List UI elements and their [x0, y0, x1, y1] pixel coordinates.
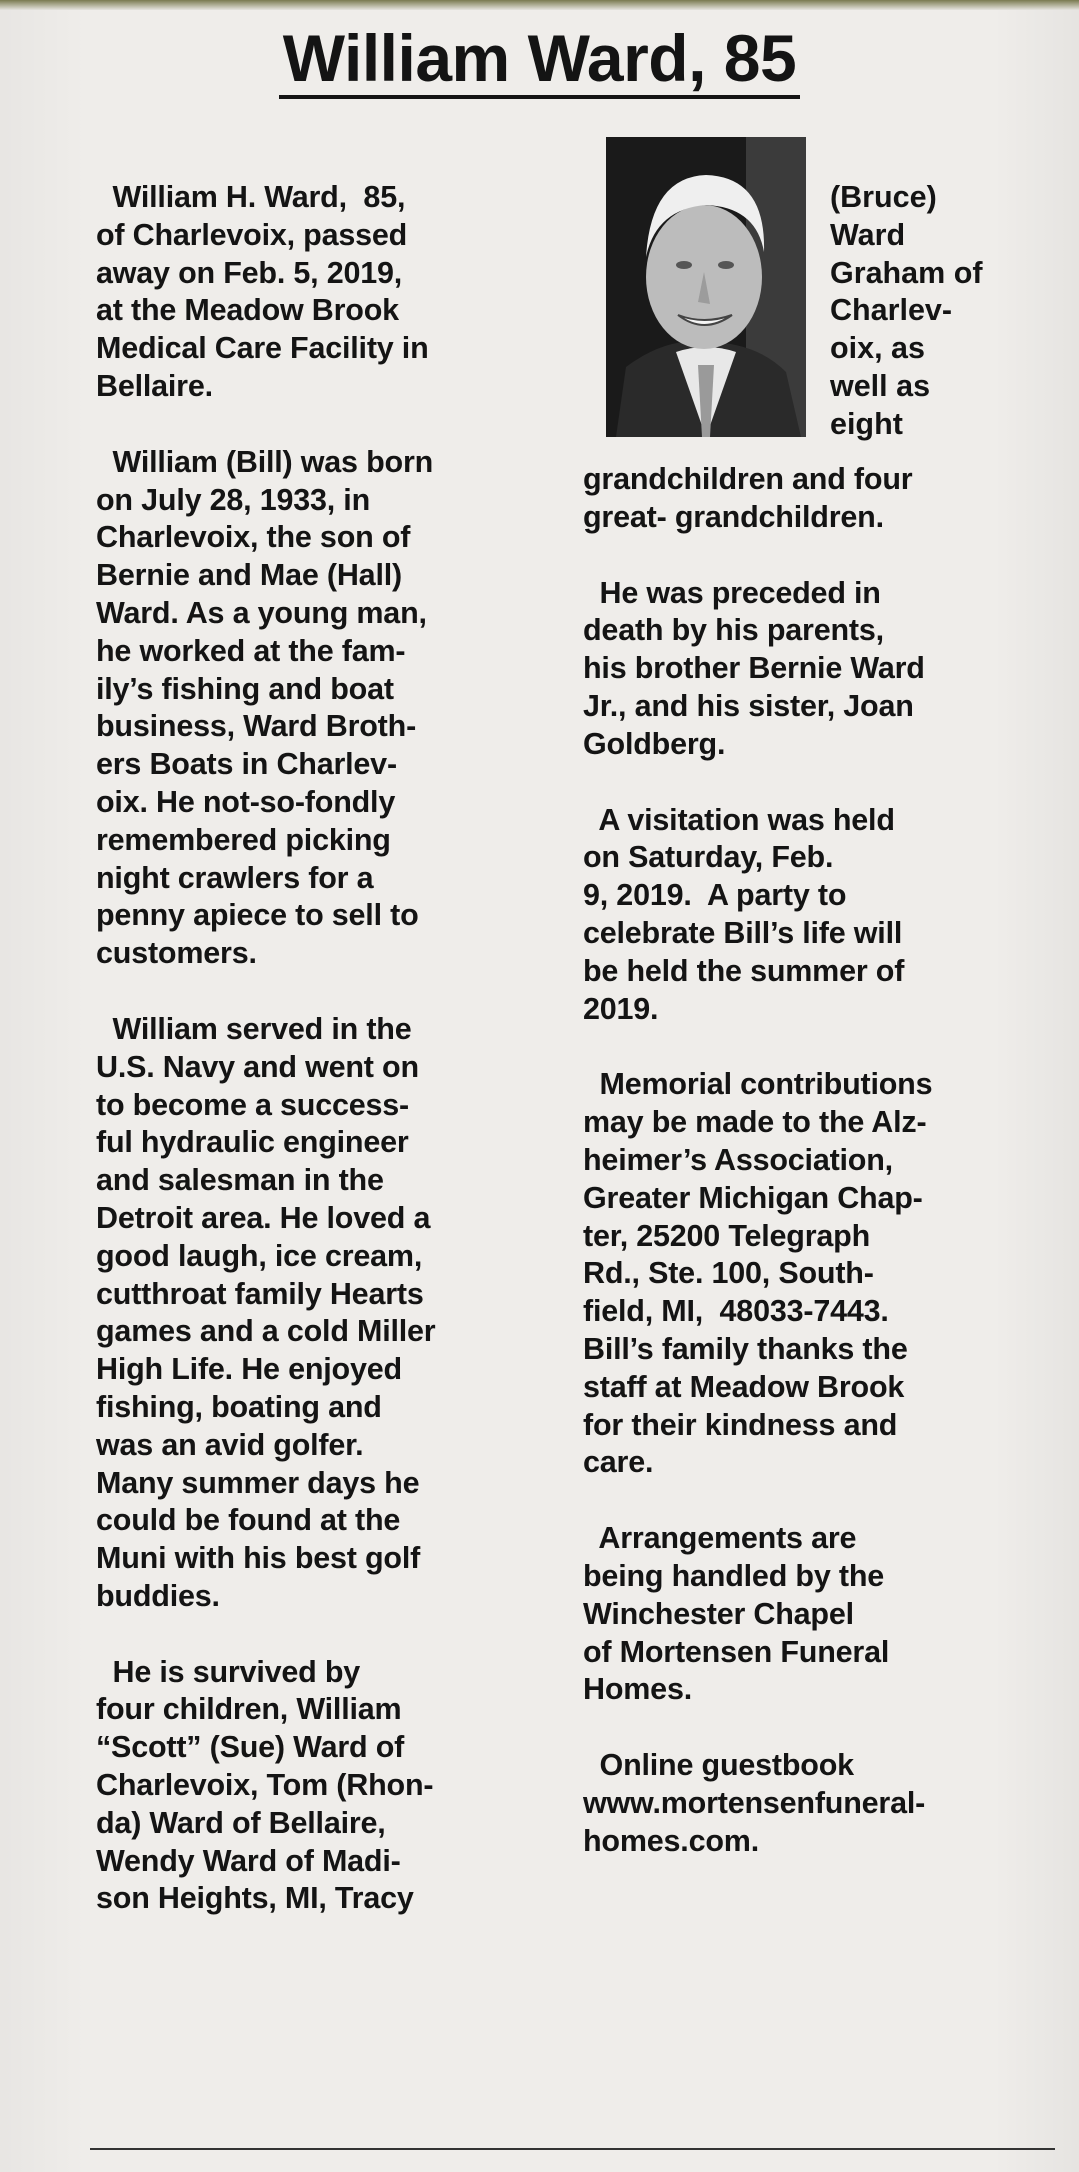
obituary-title: William Ward, 85 [0, 18, 1079, 98]
scan-edge [0, 0, 1079, 10]
paragraph-guestbook: Online guestbook www.mortensenfuneral- homes.com. [583, 1748, 926, 1858]
paragraph-visitation: A visitation was held on Saturday, Feb. 9, 2019. A party to celebrate Bill’s life will be held the summer of 2019. [583, 802, 905, 1026]
paragraph-early-life: William (Bill) was born on July 28, 1933, in Charlevoix, the son of Bernie and Mae (Hall) Ward. As a young man, he worked at the fam- ily’s fishing and boat business, Ward Broth- ers Boats in Charlev- oix. He not-so-fondly remembered picking night crawlers for a penny apiece to sell to customers. [96, 444, 434, 971]
paragraph-grandchildren: grandchildren and four great- grandchildren. [583, 462, 913, 534]
portrait-icon [606, 137, 806, 437]
paragraph-preceded: He was preceded in death by his parents, his brother Bernie Ward Jr., and his sister, Joan Goldberg. [583, 575, 925, 761]
paragraph-memorial: Memorial contributions may be made to the Alz- heimer’s Association, Greater Michigan Chap- ter, 25200 Telegraph Rd., Ste. 100, South- field, MI, 48033-7443. Bill’s family thanks the staff at Meadow Brook for their kindness and care. [583, 1067, 933, 1480]
paragraph-career: William served in the U.S. Navy and went on to become a success- ful hydraulic engineer and salesman in the Detroit area. He loved a good laugh, ice cream, cutthroat family Hearts games and a cold Miller High Life. He enjoyed fishing, boating and was an avid golfer. Many summer days he could be found at the Muni with his best golf buddies. [96, 1011, 436, 1613]
paragraph-arrangements: Arrangements are being handled by the Winchester Chapel of Mortensen Funeral Homes. [583, 1521, 890, 1707]
paragraph-intro: William H. Ward, 85, of Charlevoix, passed away on Feb. 5, 2019, at the Meadow Brook Medical Care Facility in Bellaire. [96, 180, 429, 403]
bottom-divider [90, 2148, 1055, 2150]
right-column [583, 461, 1053, 1899]
portrait-photo [606, 137, 806, 437]
wrap-text-beside-photo: (Bruce) Ward Graham of Charlev- oix, as well as eight [830, 180, 983, 441]
paragraph-survivors: He is survived by four children, William “Scott” (Sue) Ward of Charlevoix, Tom (Rhon- da) Ward of Bellaire, Wendy Ward of Madi- son Heights, MI, Tracy [96, 1654, 434, 1916]
left-column [96, 179, 566, 1956]
